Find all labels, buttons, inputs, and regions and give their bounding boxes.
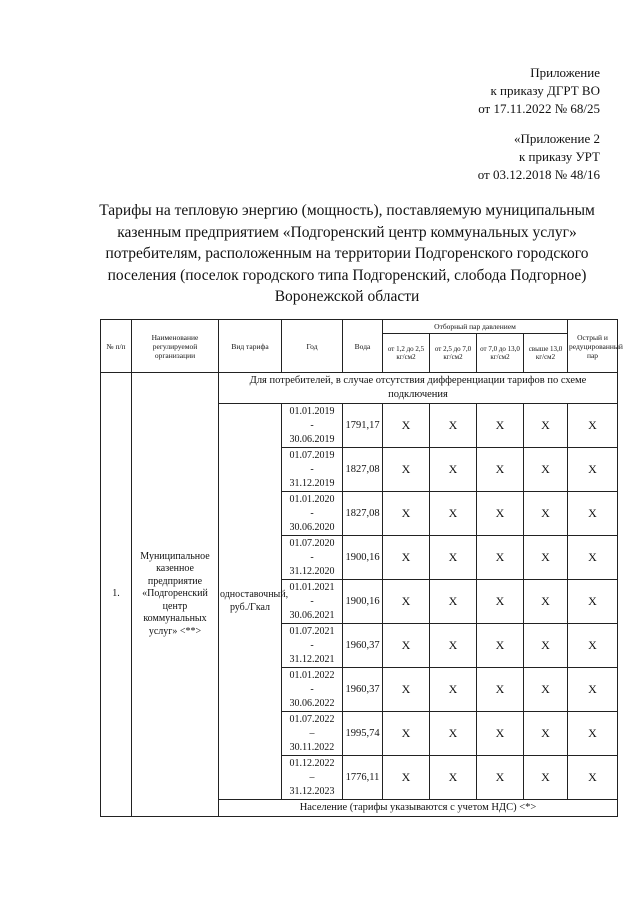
period-dash: –	[309, 771, 315, 783]
period-end: 30.06.2020	[289, 521, 335, 533]
steam-s1-value: X	[383, 756, 430, 800]
steam-sharp-value: X	[568, 756, 618, 800]
steam-sharp-value: X	[568, 712, 618, 756]
header-sharp-steam: Острый и редуцированный пар	[568, 320, 618, 373]
title-line: Воронежской области	[274, 288, 420, 305]
title-line: Тарифы на тепловую энергию (мощность), поставляемую муниципальным	[99, 202, 595, 219]
period-start: 01.12.2022	[289, 757, 335, 769]
period-dash: -	[310, 595, 314, 607]
period-cell	[282, 712, 343, 756]
header-steam-group: Отборный пар давлением	[383, 320, 568, 334]
water-tariff-value: 1827,08	[343, 492, 383, 536]
period-dash: -	[310, 551, 314, 563]
header-steam-3: от 7,0 до 13,0 кг/см2	[477, 334, 524, 373]
steam-s1-value: X	[383, 536, 430, 580]
steam-s2-value: X	[430, 712, 477, 756]
appendix-line: «Приложение 2	[513, 131, 600, 146]
section-note: Для потребителей, в случае отсутствия дифференциации тарифов по схеме подключения	[219, 373, 618, 404]
period-end: 31.12.2021	[289, 653, 335, 665]
header-year: Год	[282, 320, 343, 373]
period-start: 01.07.2020	[289, 537, 335, 549]
header-org: Наименование регулируемой организации	[132, 320, 219, 373]
steam-s2-value: X	[430, 668, 477, 712]
steam-s2-value: X	[430, 580, 477, 624]
period-start: 01.01.2020	[289, 493, 335, 505]
header-water: Вода	[343, 320, 383, 373]
period-dash: -	[310, 639, 314, 651]
appendix-line: от 17.11.2022 № 68/25	[478, 101, 600, 116]
period-cell	[282, 756, 343, 800]
steam-s2-value: X	[430, 492, 477, 536]
steam-s1-value: X	[383, 448, 430, 492]
period-dash: -	[310, 683, 314, 695]
period-cell	[282, 668, 343, 712]
water-tariff-value: 1960,37	[343, 624, 383, 668]
section-row	[101, 373, 618, 404]
appendix-line: от 03.12.2018 № 48/16	[477, 167, 600, 182]
steam-s1-value: X	[383, 580, 430, 624]
steam-s3-value: X	[477, 668, 524, 712]
water-tariff-value: 1900,16	[343, 580, 383, 624]
water-tariff-value: 1960,37	[343, 668, 383, 712]
steam-s1-value: X	[383, 492, 430, 536]
steam-s4-value: X	[524, 536, 568, 580]
water-tariff-value: 1776,11	[343, 756, 383, 800]
steam-s1-value: X	[383, 668, 430, 712]
steam-sharp-value: X	[568, 448, 618, 492]
organization-name: Муниципальное казенное предприятие «Подгоренский центр коммунальных услуг» <**>	[132, 373, 219, 817]
period-dash: –	[309, 727, 315, 739]
period-cell	[282, 624, 343, 668]
steam-s2-value: X	[430, 404, 477, 448]
steam-sharp-value: X	[568, 536, 618, 580]
steam-s2-value: X	[430, 536, 477, 580]
period-start: 01.07.2022	[289, 713, 335, 725]
period-end: 30.06.2021	[289, 609, 335, 621]
steam-s3-value: X	[477, 492, 524, 536]
appendix-line: к приказу ДГРТ ВО	[490, 83, 600, 98]
period-dash: -	[310, 507, 314, 519]
steam-s2-value: X	[430, 624, 477, 668]
period-start: 01.07.2019	[289, 449, 335, 461]
steam-s3-value: X	[477, 404, 524, 448]
steam-sharp-value: X	[568, 404, 618, 448]
header-num: № п/п	[101, 320, 132, 373]
steam-sharp-value: X	[568, 668, 618, 712]
period-start: 01.01.2019	[289, 405, 335, 417]
steam-s3-value: X	[477, 580, 524, 624]
steam-sharp-value: X	[568, 580, 618, 624]
appendix-line: к приказу УРТ	[518, 149, 600, 164]
steam-s4-value: X	[524, 668, 568, 712]
steam-s3-value: X	[477, 712, 524, 756]
period-end: 31.12.2019	[289, 477, 335, 489]
period-cell	[282, 492, 343, 536]
water-tariff-value: 1995,74	[343, 712, 383, 756]
period-cell	[282, 448, 343, 492]
steam-s4-value: X	[524, 712, 568, 756]
header-steam-4: свыше 13,0 кг/см2	[524, 334, 568, 373]
steam-s4-value: X	[524, 404, 568, 448]
steam-s2-value: X	[430, 756, 477, 800]
water-tariff-value: 1791,17	[343, 404, 383, 448]
steam-s4-value: X	[524, 448, 568, 492]
period-end: 30.06.2019	[289, 433, 335, 445]
appendix-reference-dgrt	[478, 64, 600, 118]
row-number: 1.	[101, 373, 132, 817]
water-tariff-value: 1827,08	[343, 448, 383, 492]
period-start: 01.07.2021	[289, 625, 335, 637]
steam-s1-value: X	[383, 624, 430, 668]
period-cell	[282, 536, 343, 580]
period-cell	[282, 404, 343, 448]
period-end: 30.11.2022	[289, 741, 335, 753]
steam-s1-value: X	[383, 712, 430, 756]
period-start: 01.01.2021	[289, 581, 335, 593]
period-end: 31.12.2020	[289, 565, 335, 577]
header-row	[101, 320, 618, 334]
steam-s3-value: X	[477, 756, 524, 800]
steam-s3-value: X	[477, 624, 524, 668]
steam-sharp-value: X	[568, 624, 618, 668]
period-end: 30.06.2022	[289, 697, 335, 709]
period-end: 31.12.2023	[289, 785, 335, 797]
title-line: казенным предприятием «Подгоренский центр коммунальных услуг»	[117, 223, 577, 241]
steam-s4-value: X	[524, 492, 568, 536]
water-tariff-value: 1900,16	[343, 536, 383, 580]
steam-s1-value: X	[383, 404, 430, 448]
steam-s3-value: X	[477, 448, 524, 492]
appendix-line: Приложение	[530, 65, 600, 80]
steam-s3-value: X	[477, 536, 524, 580]
period-cell	[282, 580, 343, 624]
population-note: Население (тарифы указываются с учетом НДС) <*>	[219, 800, 618, 817]
tariff-type: одноставочный, руб./Гкал	[219, 404, 282, 800]
header-steam-2: от 2,5 до 7,0 кг/см2	[430, 334, 477, 373]
steam-s4-value: X	[524, 756, 568, 800]
period-start: 01.01.2022	[289, 669, 335, 681]
header-tariff-type: Вид тарифа	[219, 320, 282, 373]
title-line: потребителям, расположенным на территории Подгоренского городского	[105, 245, 589, 262]
steam-sharp-value: X	[568, 492, 618, 536]
period-dash: -	[310, 463, 314, 475]
document-title	[80, 200, 614, 308]
period-dash: -	[310, 419, 314, 431]
steam-s4-value: X	[524, 624, 568, 668]
header-steam-1: от 1,2 до 2,5 кг/см2	[383, 334, 430, 373]
tariff-table	[100, 319, 623, 817]
steam-s4-value: X	[524, 580, 568, 624]
steam-s2-value: X	[430, 448, 477, 492]
title-line: поселения (поселок городского типа Подгоренский, слобода Подгорное)	[107, 266, 587, 284]
appendix-reference-urt	[478, 130, 600, 184]
